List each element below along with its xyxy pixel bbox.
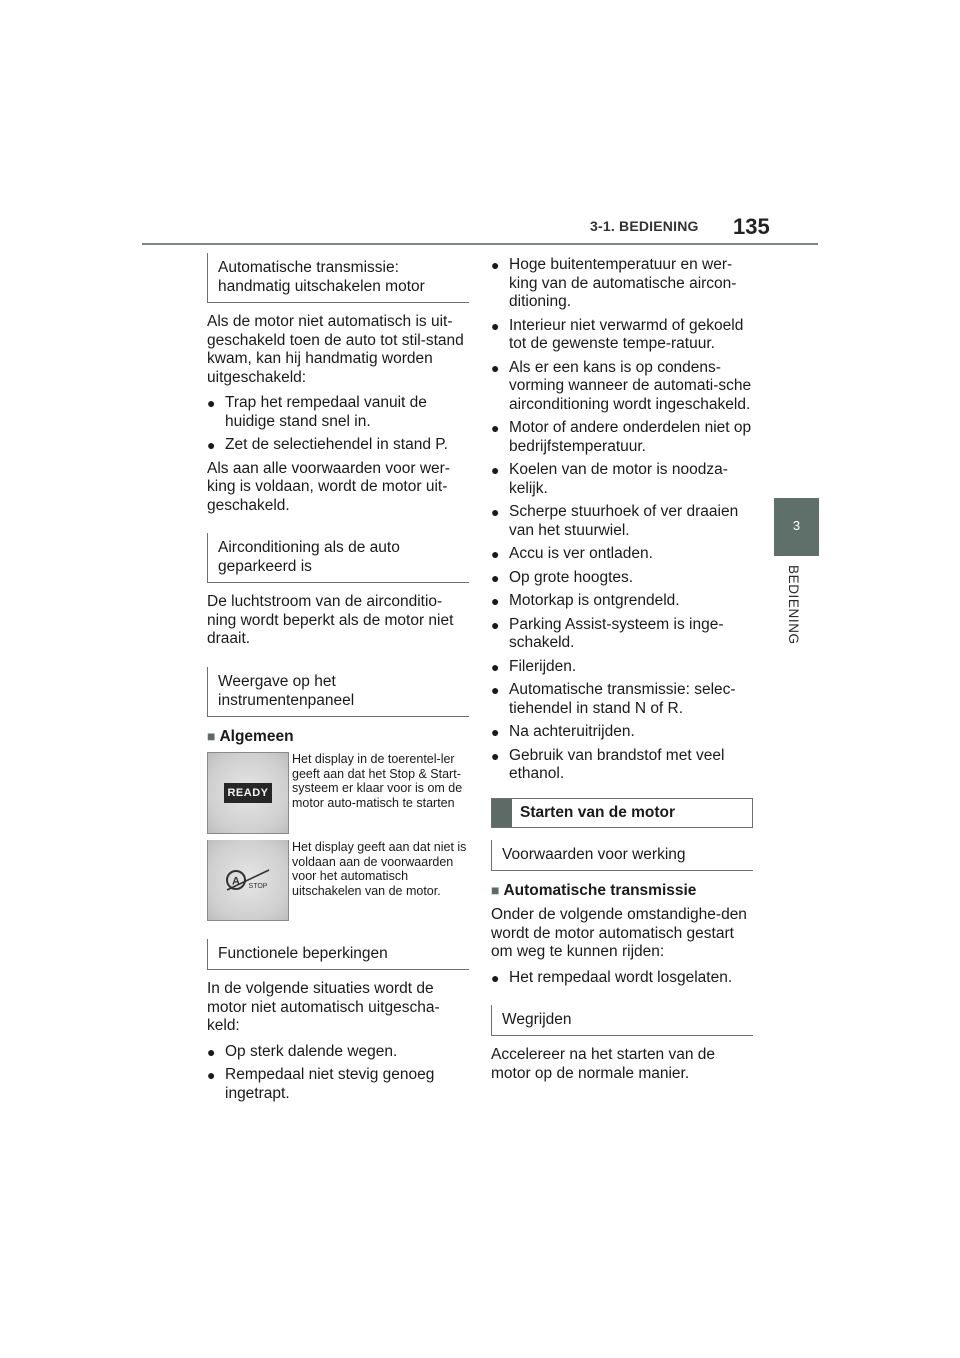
bullet-icon: ● bbox=[491, 969, 500, 986]
list-item: ● Motor of andere onderdelen niet op bedrijfstemperatuur. bbox=[491, 419, 752, 455]
auto-stop-off-icon bbox=[225, 866, 271, 894]
list-item: ● Accu is ver ontladen. bbox=[491, 545, 653, 562]
heading-box-limitations: Functionele beperkingen bbox=[207, 939, 469, 970]
list-item: ● Koelen van de motor is noodza-kelijk. bbox=[491, 461, 728, 497]
list-item: ● Rempedaal niet stevig genoeg ingetrapt. bbox=[207, 1066, 435, 1102]
list-item: ● Automatische transmissie: selec-tiehendel in stand N of R. bbox=[491, 681, 736, 717]
svg-text:A: A bbox=[232, 875, 240, 888]
list-item: ● Parking Assist-systeem is inge-schakeld. bbox=[491, 615, 724, 651]
list-item: ● Zet de selectiehendel in stand P. bbox=[207, 436, 448, 453]
list-item: ● Hoge buitentemperatuur en wer-king van de automatische aircon-ditioning. bbox=[491, 256, 737, 310]
list-item: ● Filerijden. bbox=[491, 657, 577, 675]
bullet-icon: ● bbox=[491, 724, 500, 740]
bullet-icon: ● bbox=[207, 1043, 216, 1060]
heading-box-conditions: Voorwaarden voor werking bbox=[491, 840, 753, 871]
header-rule bbox=[142, 243, 818, 245]
heading-box-transmission: Automatische transmissie: handmatig uitschakelen motor bbox=[207, 253, 469, 303]
svg-text:STOP: STOP bbox=[248, 883, 268, 890]
bullet-icon: ● bbox=[491, 546, 500, 562]
display-caption: Het display geeft aan dat niet is voldaan aan de voorwaarden voor het automatisch uitschakelen van de motor. bbox=[292, 840, 467, 898]
list-item: ● Scherpe stuurhoek of ver draaien van het stuurwiel. bbox=[491, 503, 739, 539]
subheading: ■ Algemeen bbox=[207, 727, 294, 745]
ready-indicator-image bbox=[207, 752, 289, 834]
list-item: ● Na achteruitrijden. bbox=[491, 723, 635, 740]
chapter-label: BEDIENING bbox=[786, 565, 801, 645]
bullet-icon: ● bbox=[491, 359, 500, 376]
bullet-icon: ● bbox=[491, 616, 500, 633]
right-column bbox=[491, 256, 753, 1090]
paragraph: De luchtstroom van de airconditio-ning wordt beperkt als de motor niet draait. bbox=[207, 593, 454, 647]
bullet-icon: ● bbox=[491, 462, 500, 478]
bullet-icon: ● bbox=[491, 569, 500, 586]
list-item: ● Motorkap is ontgrendeld. bbox=[491, 592, 680, 609]
paragraph: Onder de volgende omstandighe-den wordt de motor automatisch gestart om weg te kunnen rijden: bbox=[491, 906, 747, 960]
paragraph: Accelereer na het starten van de motor op de normale manier. bbox=[491, 1046, 716, 1082]
heading-box-airco: Airconditioning als de auto geparkeerd is bbox=[207, 533, 469, 583]
section-title: 3-1. BEDIENING bbox=[590, 218, 699, 234]
square-icon: ■ bbox=[207, 727, 216, 744]
bullet-icon: ● bbox=[491, 257, 500, 273]
left-column bbox=[207, 253, 469, 1108]
heading-box-driving-off: Wegrijden bbox=[491, 1005, 753, 1036]
list-item: ● Het rempedaal wordt losgelaten. bbox=[491, 968, 733, 986]
paragraph: In de volgende situaties wordt de motor niet automatisch uitgescha-keld: bbox=[207, 980, 440, 1034]
list-item: ● Op sterk dalende wegen. bbox=[207, 1042, 398, 1060]
subheading: ■ Automatische transmissie bbox=[491, 881, 697, 899]
chapter-number: 3 bbox=[792, 518, 801, 533]
list-item: ● Op grote hoogtes. bbox=[491, 568, 634, 586]
bullet-icon: ● bbox=[491, 504, 500, 520]
display-caption: Het display in de toerentel-ler geeft aan dat het Stop & Start-systeem er klaar voor is om de motor auto-matisch te starten bbox=[292, 752, 463, 810]
bullet-icon: ● bbox=[207, 437, 216, 453]
page-number: 135 bbox=[733, 214, 770, 239]
bullet-icon: ● bbox=[491, 420, 500, 436]
bullet-icon: ● bbox=[207, 1067, 216, 1083]
list-item: ● Als er een kans is op condens-vorming wanneer de automati-sche airconditioning wordt ingeschakeld. bbox=[491, 358, 752, 413]
display-row-ready bbox=[207, 752, 469, 834]
section-heading-starting: Starten van de motor bbox=[491, 798, 753, 828]
bullet-icon: ● bbox=[491, 747, 500, 764]
display-row-stop bbox=[207, 840, 469, 921]
paragraph: Als de motor niet automatisch is uit-geschakeld toen de auto tot stil-stand kwam, kan hij handmatig worden uitgeschakeld: bbox=[207, 313, 464, 386]
list-item: ● Interieur niet verwarmd of gekoeld tot de gewenste tempe-ratuur. bbox=[491, 316, 744, 352]
section-marker bbox=[492, 799, 512, 827]
bullet-icon: ● bbox=[491, 593, 500, 609]
list-item: ● Gebruik van brandstof met veel ethanol. bbox=[491, 746, 725, 782]
stop-indicator-image bbox=[207, 840, 289, 921]
bullet-icon: ● bbox=[491, 682, 500, 698]
bullet-icon: ● bbox=[207, 395, 216, 411]
paragraph: Als aan alle voorwaarden voor wer-king is voldaan, wordt de motor uit-geschakeld. bbox=[207, 459, 450, 514]
heading-box-display: Weergave op het instrumentenpaneel bbox=[207, 667, 469, 717]
bullet-icon: ● bbox=[491, 317, 500, 334]
bullet-icon: ● bbox=[491, 658, 500, 675]
square-icon: ■ bbox=[491, 881, 500, 898]
ready-label: READY bbox=[224, 783, 271, 804]
list-item: ● Trap het rempedaal vanuit de huidige stand snel in. bbox=[207, 394, 427, 430]
